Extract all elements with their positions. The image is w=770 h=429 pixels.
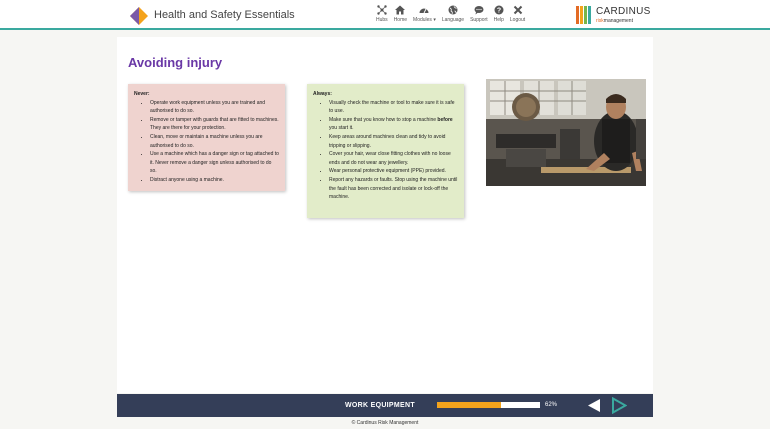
always-list <box>313 99 458 202</box>
brand-subtitle <box>596 18 633 24</box>
section-title: WORK EQUIPMENT <box>345 402 415 409</box>
home-icon <box>395 5 405 15</box>
brand-sub-rest: management <box>603 18 633 24</box>
list-item: • Remove or tamper with guards that are fitted to machines. They are there for your protection. <box>150 116 279 133</box>
list-item: • Use a machine which has a danger sign or tag attached to it. Never remove a danger sign unless authorised to do so. <box>150 150 279 176</box>
nav-logout[interactable] <box>510 5 525 29</box>
list-item: • Clean, move or maintain a machine unless you are authorised to do so. <box>150 133 279 150</box>
hubs-icon <box>377 5 387 15</box>
content-panel <box>117 37 653 393</box>
brand-sub-accent: risk <box>596 18 604 24</box>
never-list <box>134 99 279 185</box>
nav-help-label: Help <box>493 17 504 23</box>
svg-text:?: ? <box>496 7 501 15</box>
always-card <box>307 84 464 218</box>
footer-bar <box>117 394 653 417</box>
back-arrow-button[interactable] <box>587 398 601 413</box>
workshop-photo <box>486 79 646 186</box>
next-arrow-button[interactable] <box>611 397 627 414</box>
nav-language-label: Language <box>441 17 465 23</box>
progress-bar <box>437 402 540 408</box>
modules-icon <box>419 5 429 15</box>
nav-home[interactable] <box>394 5 407 29</box>
app-title: Health and Safety Essentials <box>154 9 295 21</box>
nav-hubs[interactable] <box>376 5 388 29</box>
brand-name: CARDINUS <box>596 6 651 17</box>
copyright-text: © Cardinus Risk Management <box>351 420 419 426</box>
app-logo-icon <box>130 7 148 25</box>
page-title: Avoiding injury <box>128 55 223 70</box>
list-item: • Make sure that you know how to stop a machine before you start it. <box>329 116 458 133</box>
list-item: • Distract anyone using a machine. <box>150 176 279 185</box>
nav-support[interactable] <box>470 5 488 29</box>
brand-bars-icon <box>576 6 592 24</box>
nav-modules-label: Modules ▾ <box>413 17 436 23</box>
list-item: • Visually check the machine or tool to make sure it is safe to use. <box>329 99 458 116</box>
list-item: • Operate work equipment unless you are trained and authorised to do so. <box>150 99 279 116</box>
always-heading: Always: <box>313 91 332 97</box>
globe-icon <box>448 5 458 15</box>
nav-home-label: Home <box>393 17 408 23</box>
help-icon <box>494 5 504 15</box>
list-item: • Report any hazards or faults. Stop using the machine until the fault has been corrected and isolate or lock-off the machine. <box>329 176 458 202</box>
nav-support-label: Support <box>470 17 488 23</box>
top-header <box>0 0 770 30</box>
close-icon <box>513 5 523 15</box>
nav-modules[interactable] <box>413 5 436 29</box>
list-item: • Keep areas around machines clean and tidy to avoid tripping or slipping. <box>329 133 458 150</box>
top-nav <box>376 5 531 29</box>
nav-help[interactable] <box>494 5 504 29</box>
never-heading: Never: <box>134 91 150 97</box>
list-item: • Cover your hair, wear close fitting clothes with no loose ends and do not wear any jewellery. <box>329 150 458 167</box>
nav-language[interactable] <box>442 5 464 29</box>
list-item: • Wear personal protective equipment (PPE) provided. <box>329 167 458 176</box>
never-card <box>128 84 285 191</box>
nav-hubs-label: Hubs <box>376 17 388 23</box>
brand-logo <box>576 6 650 26</box>
progress-fill <box>437 402 501 408</box>
progress-percent: 62% <box>545 402 558 408</box>
chat-icon <box>474 5 484 15</box>
nav-logout-label: Logout <box>509 17 526 23</box>
